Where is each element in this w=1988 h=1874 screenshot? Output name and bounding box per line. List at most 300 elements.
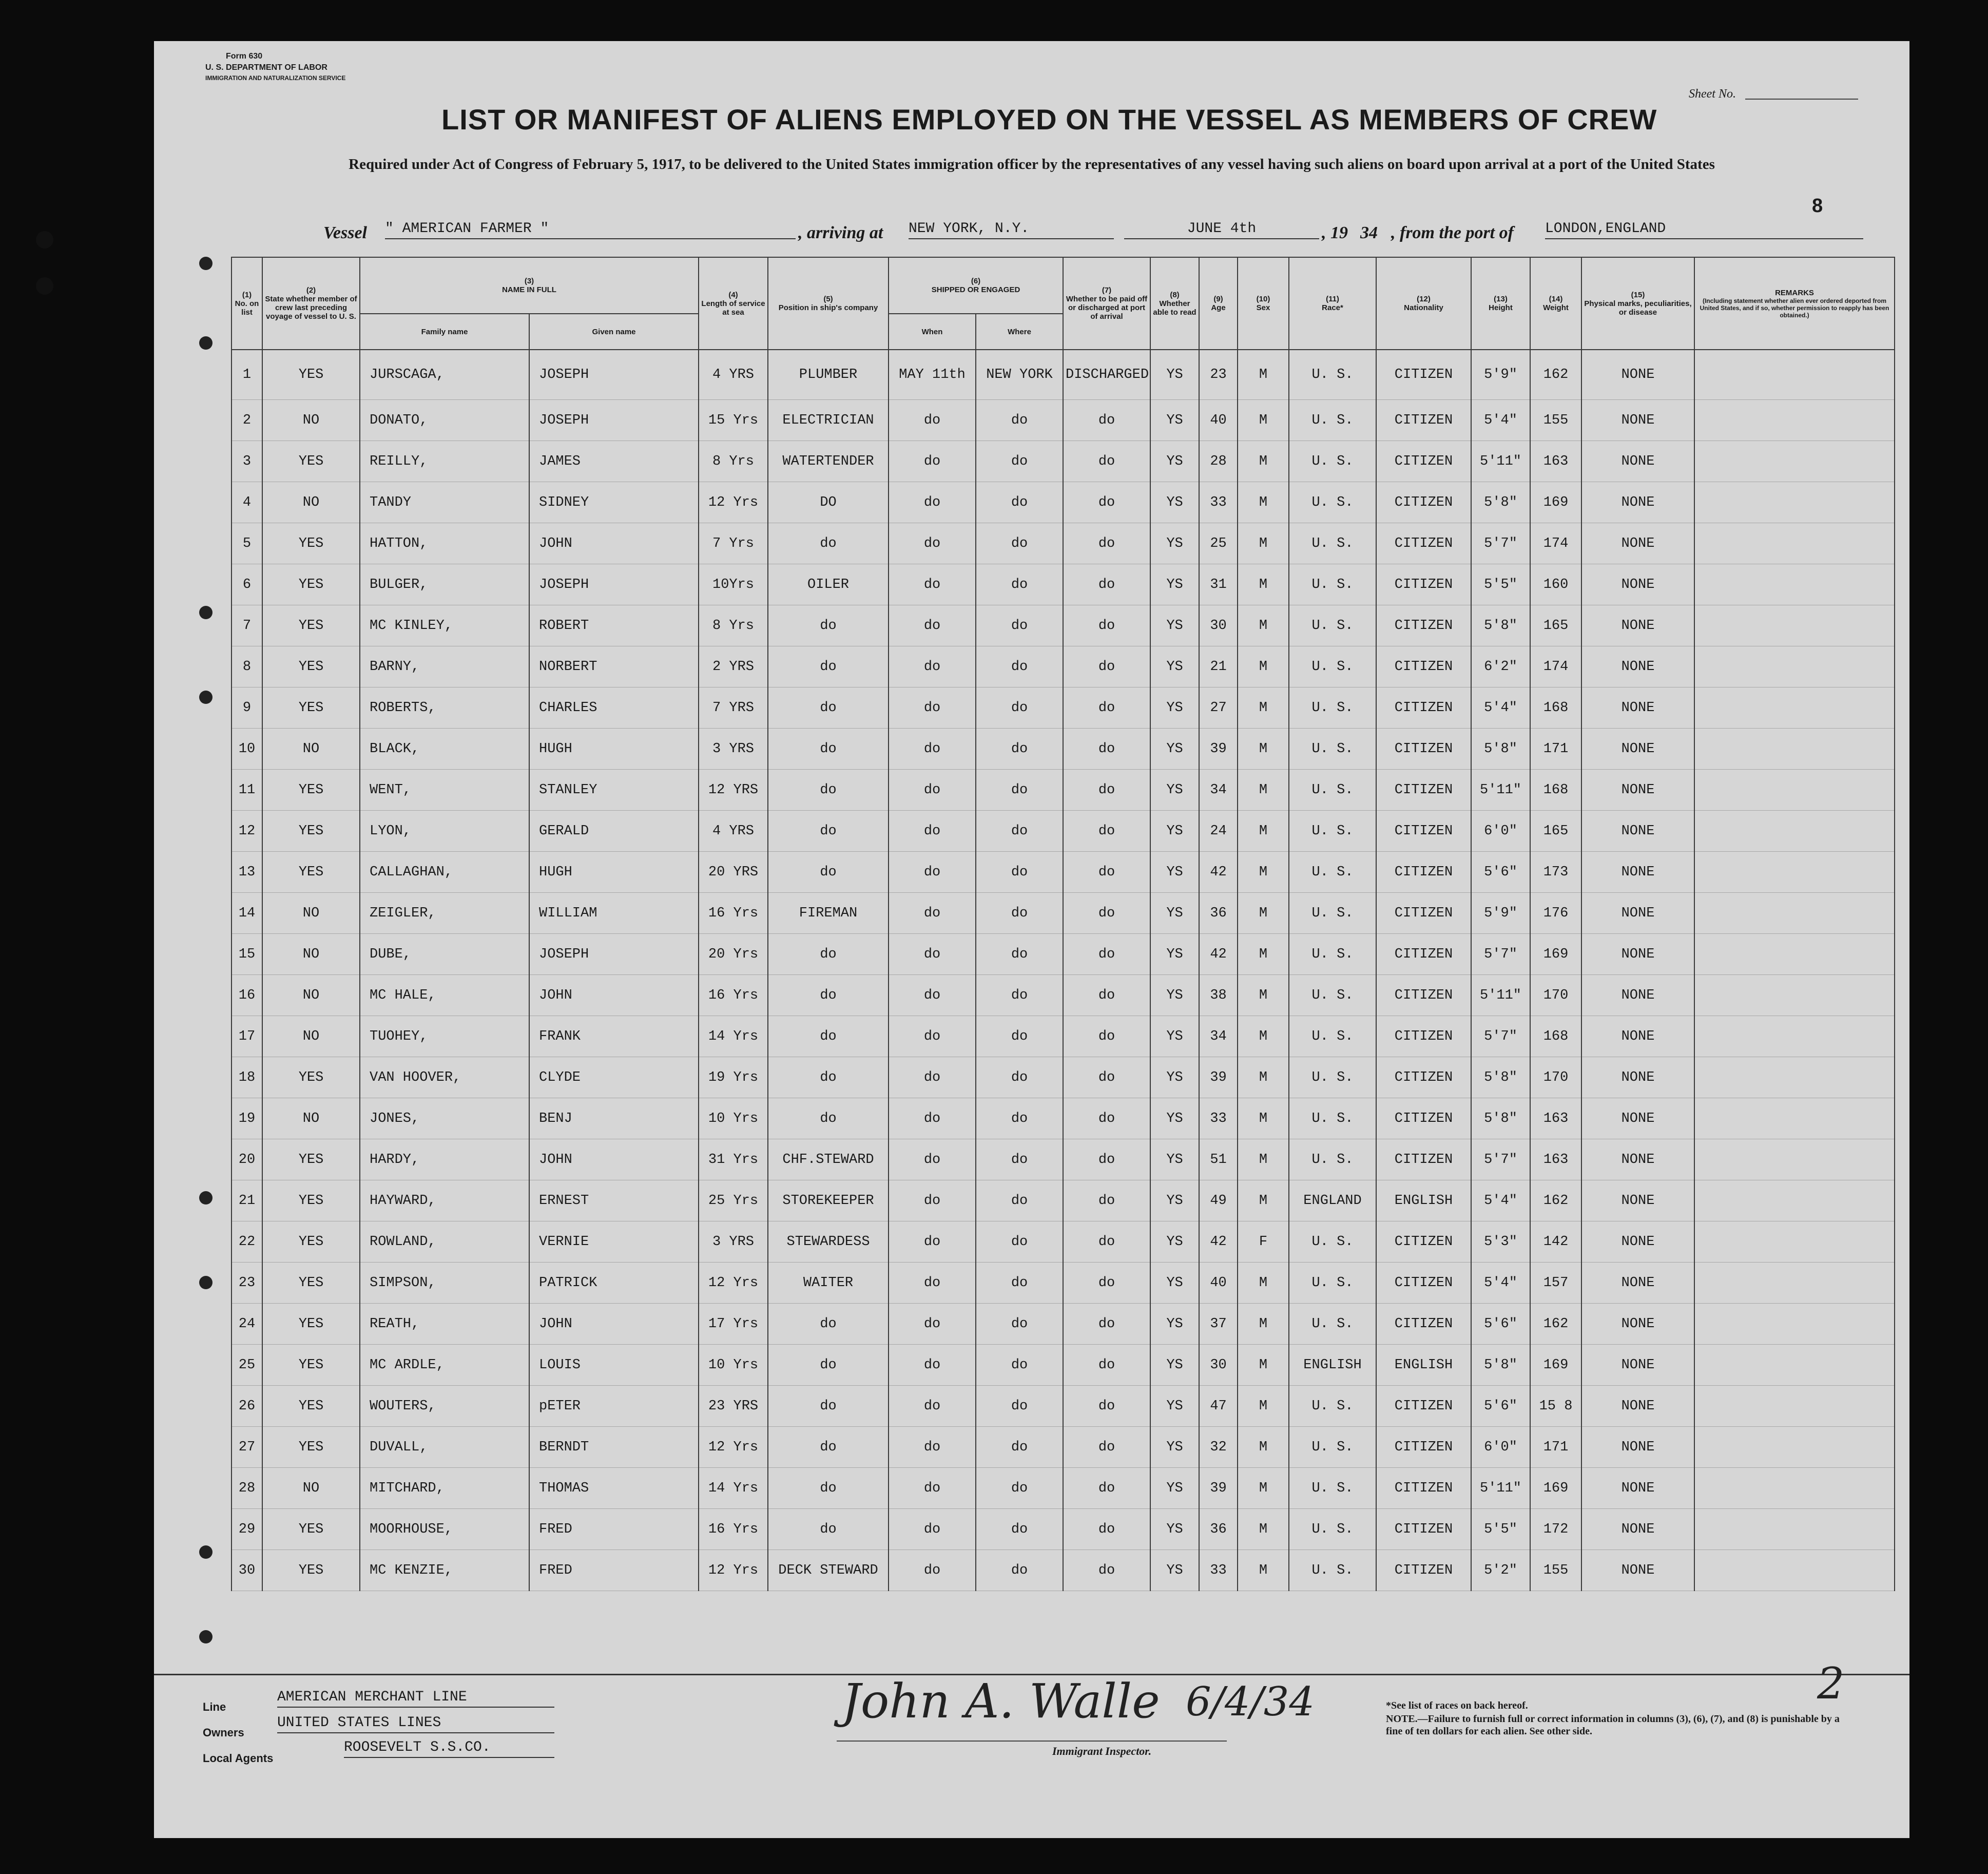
given-name-cell: ROBERT — [529, 605, 699, 646]
row-number: 6 — [231, 564, 262, 605]
age-cell: 38 — [1199, 975, 1238, 1016]
line-label: Line — [203, 1700, 226, 1713]
race-cell: U. S. — [1289, 564, 1376, 605]
table-row — [231, 482, 1895, 523]
when-cell: do — [889, 687, 976, 729]
position-cell: STEWARDESS — [768, 1221, 889, 1263]
read-cell: YS — [1150, 523, 1199, 564]
position-cell: do — [768, 770, 889, 811]
read-cell: YS — [1150, 1550, 1199, 1591]
weight-cell: 170 — [1530, 975, 1581, 1016]
height-cell: 6'0" — [1471, 811, 1530, 852]
nationality-cell: CITIZEN — [1376, 1098, 1471, 1139]
paid-off-cell: do — [1063, 646, 1150, 687]
family-name-cell: VAN HOOVER, — [360, 1057, 529, 1098]
last-voyage-cell: NO — [262, 1468, 360, 1509]
row-number: 26 — [231, 1386, 262, 1427]
weight-cell: 165 — [1530, 605, 1581, 646]
physical-marks-cell: NONE — [1581, 646, 1694, 687]
paid-off-cell: do — [1063, 1386, 1150, 1427]
race-cell: ENGLAND — [1289, 1180, 1376, 1221]
remarks-cell — [1694, 350, 1895, 400]
weight-cell: 168 — [1530, 687, 1581, 729]
where-cell: do — [976, 893, 1063, 934]
when-cell: do — [889, 1386, 976, 1427]
height-cell: 5'9" — [1471, 893, 1530, 934]
position-cell: do — [768, 1468, 889, 1509]
height-cell: 5'6" — [1471, 852, 1530, 893]
read-cell: YS — [1150, 1139, 1199, 1180]
last-voyage-cell: YES — [262, 852, 360, 893]
read-cell: YS — [1150, 1263, 1199, 1304]
weight-cell: 171 — [1530, 729, 1581, 770]
age-cell: 36 — [1199, 893, 1238, 934]
table-row — [231, 729, 1895, 770]
when-cell: do — [889, 1180, 976, 1221]
col-read-header: (8) Whether able to read — [1150, 257, 1199, 350]
last-voyage-cell: YES — [262, 1509, 360, 1550]
row-number: 19 — [231, 1098, 262, 1139]
last-voyage-cell: NO — [262, 893, 360, 934]
departure-port: LONDON,ENGLAND — [1545, 221, 1863, 239]
paid-off-cell: do — [1063, 975, 1150, 1016]
age-cell: 30 — [1199, 1345, 1238, 1386]
table-row — [231, 400, 1895, 441]
sex-cell: M — [1238, 1139, 1289, 1180]
height-cell: 5'8" — [1471, 482, 1530, 523]
sex-cell: M — [1238, 1386, 1289, 1427]
physical-marks-cell: NONE — [1581, 564, 1694, 605]
last-voyage-cell: NO — [262, 1016, 360, 1057]
height-cell: 5'8" — [1471, 1057, 1530, 1098]
inspector-signature: John A. Walle — [842, 1674, 1160, 1729]
race-cell: U. S. — [1289, 350, 1376, 400]
row-number: 13 — [231, 852, 262, 893]
table-row — [231, 1057, 1895, 1098]
age-cell: 28 — [1199, 441, 1238, 482]
weight-cell: 176 — [1530, 893, 1581, 934]
nationality-cell: CITIZEN — [1376, 441, 1471, 482]
race-cell: U. S. — [1289, 1386, 1376, 1427]
nationality-cell: CITIZEN — [1376, 852, 1471, 893]
nationality-cell: CITIZEN — [1376, 1386, 1471, 1427]
last-voyage-cell: YES — [262, 441, 360, 482]
when-cell: do — [889, 1304, 976, 1345]
where-cell: do — [976, 1098, 1063, 1139]
read-cell: YS — [1150, 1057, 1199, 1098]
given-name-cell: ERNEST — [529, 1180, 699, 1221]
where-cell: do — [976, 1550, 1063, 1591]
paid-off-cell: do — [1063, 564, 1150, 605]
service-cell: 2 YRS — [699, 646, 768, 687]
physical-marks-cell: NONE — [1581, 1016, 1694, 1057]
age-cell: 40 — [1199, 400, 1238, 441]
last-voyage-cell: YES — [262, 770, 360, 811]
when-cell: do — [889, 1263, 976, 1304]
position-cell: do — [768, 1386, 889, 1427]
col-height-header: (13) Height — [1471, 257, 1530, 350]
nationality-cell: CITIZEN — [1376, 687, 1471, 729]
service-cell: 12 YRS — [699, 770, 768, 811]
age-cell: 40 — [1199, 1263, 1238, 1304]
when-cell: MAY 11th — [889, 350, 976, 400]
paid-off-cell: do — [1063, 1016, 1150, 1057]
last-voyage-cell: YES — [262, 1263, 360, 1304]
weight-cell: 155 — [1530, 1550, 1581, 1591]
sex-cell: M — [1238, 1468, 1289, 1509]
position-cell: do — [768, 934, 889, 975]
col-weight-header: (14) Weight — [1530, 257, 1581, 350]
last-voyage-cell: YES — [262, 811, 360, 852]
binding-hole — [199, 257, 213, 270]
when-cell: do — [889, 770, 976, 811]
given-name-cell: JOHN — [529, 1304, 699, 1345]
col-paid-off-header: (7) Whether to be paid off or discharged at port of arrival — [1063, 257, 1150, 350]
position-cell: do — [768, 1345, 889, 1386]
when-cell: do — [889, 1057, 976, 1098]
sex-cell: M — [1238, 1180, 1289, 1221]
table-row — [231, 893, 1895, 934]
physical-marks-cell: NONE — [1581, 523, 1694, 564]
family-name-cell: ROBERTS, — [360, 687, 529, 729]
last-voyage-cell: NO — [262, 1098, 360, 1139]
physical-marks-cell: NONE — [1581, 852, 1694, 893]
paid-off-cell: do — [1063, 605, 1150, 646]
page-title: LIST OR MANIFEST OF ALIENS EMPLOYED ON THE VESSEL AS MEMBERS OF CREW — [441, 103, 1657, 136]
given-name-cell: JOHN — [529, 1139, 699, 1180]
paid-off-cell: DISCHARGED — [1063, 350, 1150, 400]
when-cell: do — [889, 893, 976, 934]
service-cell: 16 Yrs — [699, 1509, 768, 1550]
owners-label: Owners — [203, 1726, 244, 1739]
paid-off-cell: do — [1063, 1509, 1150, 1550]
where-cell: do — [976, 1345, 1063, 1386]
age-cell: 34 — [1199, 1016, 1238, 1057]
last-voyage-cell: YES — [262, 1057, 360, 1098]
nationality-cell: CITIZEN — [1376, 934, 1471, 975]
remarks-cell — [1694, 1263, 1895, 1304]
remarks-cell — [1694, 523, 1895, 564]
nationality-cell: ENGLISH — [1376, 1180, 1471, 1221]
family-name-cell: LYON, — [360, 811, 529, 852]
when-cell: do — [889, 441, 976, 482]
last-voyage-cell: NO — [262, 400, 360, 441]
family-name-cell: BULGER, — [360, 564, 529, 605]
service-cell: 8 Yrs — [699, 441, 768, 482]
paid-off-cell: do — [1063, 1427, 1150, 1468]
physical-marks-cell: NONE — [1581, 1304, 1694, 1345]
table-row — [231, 1098, 1895, 1139]
race-cell: U. S. — [1289, 893, 1376, 934]
sex-cell: M — [1238, 1016, 1289, 1057]
physical-marks-cell: NONE — [1581, 400, 1694, 441]
service-cell: 20 Yrs — [699, 934, 768, 975]
arrival-port: NEW YORK, N.Y. — [909, 221, 1114, 239]
race-cell: U. S. — [1289, 523, 1376, 564]
race-cell: U. S. — [1289, 811, 1376, 852]
last-voyage-cell: NO — [262, 975, 360, 1016]
col-remarks-header: REMARKS (Including statement whether alien ever ordered deported from United States, and if so, whether permission to reapply has been obtained.) — [1694, 257, 1895, 350]
col-when-header: When — [889, 314, 976, 350]
read-cell: YS — [1150, 1304, 1199, 1345]
physical-marks-cell: NONE — [1581, 1139, 1694, 1180]
where-cell: do — [976, 729, 1063, 770]
when-cell: do — [889, 1221, 976, 1263]
position-cell: do — [768, 1016, 889, 1057]
age-cell: 42 — [1199, 1221, 1238, 1263]
where-cell: do — [976, 1180, 1063, 1221]
physical-marks-cell: NONE — [1581, 482, 1694, 523]
remarks-cell — [1694, 1509, 1895, 1550]
col-nationality-header: (12) Nationality — [1376, 257, 1471, 350]
family-name-cell: HATTON, — [360, 523, 529, 564]
last-voyage-cell: YES — [262, 564, 360, 605]
read-cell: YS — [1150, 811, 1199, 852]
page-number: 8 — [1812, 195, 1823, 217]
paid-off-cell: do — [1063, 1221, 1150, 1263]
nationality-cell: CITIZEN — [1376, 975, 1471, 1016]
row-number: 27 — [231, 1427, 262, 1468]
remarks-cell — [1694, 1386, 1895, 1427]
row-number: 24 — [231, 1304, 262, 1345]
nationality-cell: CITIZEN — [1376, 646, 1471, 687]
when-cell: do — [889, 852, 976, 893]
table-row — [231, 687, 1895, 729]
race-cell: U. S. — [1289, 1221, 1376, 1263]
read-cell: YS — [1150, 1386, 1199, 1427]
when-cell: do — [889, 1468, 976, 1509]
table-row — [231, 646, 1895, 687]
remarks-cell — [1694, 1180, 1895, 1221]
position-cell: do — [768, 687, 889, 729]
where-cell: do — [976, 770, 1063, 811]
family-name-cell: DUBE, — [360, 934, 529, 975]
service-cell: 19 Yrs — [699, 1057, 768, 1098]
height-cell: 5'7" — [1471, 1016, 1530, 1057]
height-cell: 5'6" — [1471, 1304, 1530, 1345]
nationality-cell: CITIZEN — [1376, 1263, 1471, 1304]
physical-marks-cell: NONE — [1581, 1427, 1694, 1468]
age-cell: 51 — [1199, 1139, 1238, 1180]
family-name-cell: ROWLAND, — [360, 1221, 529, 1263]
crew-table — [231, 257, 1895, 1591]
row-number: 11 — [231, 770, 262, 811]
weight-cell: 165 — [1530, 811, 1581, 852]
race-cell: U. S. — [1289, 687, 1376, 729]
when-cell: do — [889, 646, 976, 687]
race-cell: U. S. — [1289, 482, 1376, 523]
sex-cell: M — [1238, 523, 1289, 564]
position-cell: do — [768, 729, 889, 770]
physical-marks-cell: NONE — [1581, 729, 1694, 770]
physical-marks-cell: NONE — [1581, 811, 1694, 852]
weight-cell: 171 — [1530, 1427, 1581, 1468]
service-cell: 25 Yrs — [699, 1180, 768, 1221]
where-cell: do — [976, 811, 1063, 852]
sex-cell: M — [1238, 934, 1289, 975]
age-cell: 39 — [1199, 729, 1238, 770]
when-cell: do — [889, 523, 976, 564]
physical-marks-cell: NONE — [1581, 934, 1694, 975]
where-cell: do — [976, 1057, 1063, 1098]
height-cell: 6'0" — [1471, 1427, 1530, 1468]
family-name-cell: CALLAGHAN, — [360, 852, 529, 893]
race-cell: U. S. — [1289, 1427, 1376, 1468]
remarks-cell — [1694, 687, 1895, 729]
position-cell: do — [768, 1427, 889, 1468]
service-cell: 4 YRS — [699, 350, 768, 400]
race-cell: U. S. — [1289, 646, 1376, 687]
table-row — [231, 441, 1895, 482]
signature-line — [837, 1741, 1227, 1742]
race-cell: U. S. — [1289, 441, 1376, 482]
when-cell: do — [889, 811, 976, 852]
family-name-cell: MC KENZIE, — [360, 1550, 529, 1591]
physical-marks-cell: NONE — [1581, 1550, 1694, 1591]
sex-cell: M — [1238, 1345, 1289, 1386]
sex-cell: M — [1238, 1304, 1289, 1345]
sheet-number-line — [1745, 99, 1858, 100]
height-cell: 5'8" — [1471, 1345, 1530, 1386]
position-cell: do — [768, 1057, 889, 1098]
last-voyage-cell: YES — [262, 1345, 360, 1386]
paid-off-cell: do — [1063, 441, 1150, 482]
weight-cell: 163 — [1530, 1139, 1581, 1180]
weight-cell: 173 — [1530, 852, 1581, 893]
remarks-cell — [1694, 811, 1895, 852]
when-cell: do — [889, 1550, 976, 1591]
row-number: 30 — [231, 1550, 262, 1591]
race-cell: U. S. — [1289, 1509, 1376, 1550]
service-cell: 14 Yrs — [699, 1468, 768, 1509]
where-cell: do — [976, 564, 1063, 605]
when-cell: do — [889, 400, 976, 441]
when-cell: do — [889, 605, 976, 646]
read-cell: YS — [1150, 605, 1199, 646]
family-name-cell: SIMPSON, — [360, 1263, 529, 1304]
physical-marks-cell: NONE — [1581, 1057, 1694, 1098]
table-row — [231, 770, 1895, 811]
binding-hole — [199, 1630, 213, 1643]
position-cell: do — [768, 1098, 889, 1139]
service-cell: 16 Yrs — [699, 893, 768, 934]
nationality-cell: CITIZEN — [1376, 482, 1471, 523]
where-cell: do — [976, 523, 1063, 564]
row-number: 5 — [231, 523, 262, 564]
binding-hole — [199, 1545, 213, 1559]
sex-cell: M — [1238, 729, 1289, 770]
service-cell: 10 Yrs — [699, 1345, 768, 1386]
row-number: 18 — [231, 1057, 262, 1098]
weight-cell: 162 — [1530, 350, 1581, 400]
race-cell: U. S. — [1289, 852, 1376, 893]
service-cell: 15 Yrs — [699, 400, 768, 441]
position-cell: PLUMBER — [768, 350, 889, 400]
physical-marks-cell: NONE — [1581, 893, 1694, 934]
line-value: AMERICAN MERCHANT LINE — [277, 1689, 554, 1708]
given-name-cell: JOHN — [529, 523, 699, 564]
paid-off-cell: do — [1063, 687, 1150, 729]
remarks-cell — [1694, 482, 1895, 523]
family-name-cell: WOUTERS, — [360, 1386, 529, 1427]
service-name: IMMIGRATION AND NATURALIZATION SERVICE — [205, 74, 346, 82]
nationality-cell: CITIZEN — [1376, 1509, 1471, 1550]
height-cell: 5'8" — [1471, 1098, 1530, 1139]
table-row — [231, 1304, 1895, 1345]
where-cell: do — [976, 1386, 1063, 1427]
row-number: 16 — [231, 975, 262, 1016]
family-name-cell: DONATO, — [360, 400, 529, 441]
age-cell: 24 — [1199, 811, 1238, 852]
paid-off-cell: do — [1063, 1263, 1150, 1304]
last-voyage-cell: YES — [262, 1386, 360, 1427]
remarks-cell — [1694, 646, 1895, 687]
where-cell: do — [976, 1139, 1063, 1180]
sex-cell: M — [1238, 1509, 1289, 1550]
age-cell: 23 — [1199, 350, 1238, 400]
position-cell: WATERTENDER — [768, 441, 889, 482]
table-row — [231, 1180, 1895, 1221]
race-cell: U. S. — [1289, 400, 1376, 441]
paid-off-cell: do — [1063, 770, 1150, 811]
row-number: 4 — [231, 482, 262, 523]
sex-cell: M — [1238, 975, 1289, 1016]
remarks-cell — [1694, 1057, 1895, 1098]
binding-hole — [36, 277, 53, 295]
remarks-cell — [1694, 852, 1895, 893]
physical-marks-cell: NONE — [1581, 1180, 1694, 1221]
given-name-cell: JOHN — [529, 975, 699, 1016]
read-cell: YS — [1150, 1345, 1199, 1386]
last-voyage-cell: YES — [262, 1221, 360, 1263]
sheet-number-label: Sheet No. — [1689, 87, 1736, 101]
position-cell: FIREMAN — [768, 893, 889, 934]
last-voyage-cell: YES — [262, 646, 360, 687]
weight-cell: 174 — [1530, 523, 1581, 564]
given-name-cell: STANLEY — [529, 770, 699, 811]
weight-cell: 172 — [1530, 1509, 1581, 1550]
race-cell: U. S. — [1289, 934, 1376, 975]
height-cell: 5'5" — [1471, 1509, 1530, 1550]
table-row — [231, 852, 1895, 893]
when-cell: do — [889, 975, 976, 1016]
given-name-cell: HUGH — [529, 729, 699, 770]
vessel-label: Vessel — [323, 223, 367, 242]
read-cell: YS — [1150, 482, 1199, 523]
inspector-label: Immigrant Inspector. — [1052, 1745, 1152, 1757]
family-name-cell: MC ARDLE, — [360, 1345, 529, 1386]
physical-marks-cell: NONE — [1581, 975, 1694, 1016]
weight-cell: 157 — [1530, 1263, 1581, 1304]
row-number: 7 — [231, 605, 262, 646]
physical-marks-cell: NONE — [1581, 1098, 1694, 1139]
row-number: 10 — [231, 729, 262, 770]
col-sex-header: (10) Sex — [1238, 257, 1289, 350]
binding-hole — [199, 606, 213, 619]
service-cell: 20 YRS — [699, 852, 768, 893]
where-cell: do — [976, 1016, 1063, 1057]
physical-marks-cell: NONE — [1581, 350, 1694, 400]
race-cell: U. S. — [1289, 1016, 1376, 1057]
where-cell: do — [976, 852, 1063, 893]
physical-marks-cell: NONE — [1581, 1263, 1694, 1304]
physical-marks-cell: NONE — [1581, 1509, 1694, 1550]
paid-off-cell: do — [1063, 1468, 1150, 1509]
sex-cell: M — [1238, 1263, 1289, 1304]
height-cell: 5'4" — [1471, 1180, 1530, 1221]
nationality-cell: CITIZEN — [1376, 1304, 1471, 1345]
service-cell: 4 YRS — [699, 811, 768, 852]
